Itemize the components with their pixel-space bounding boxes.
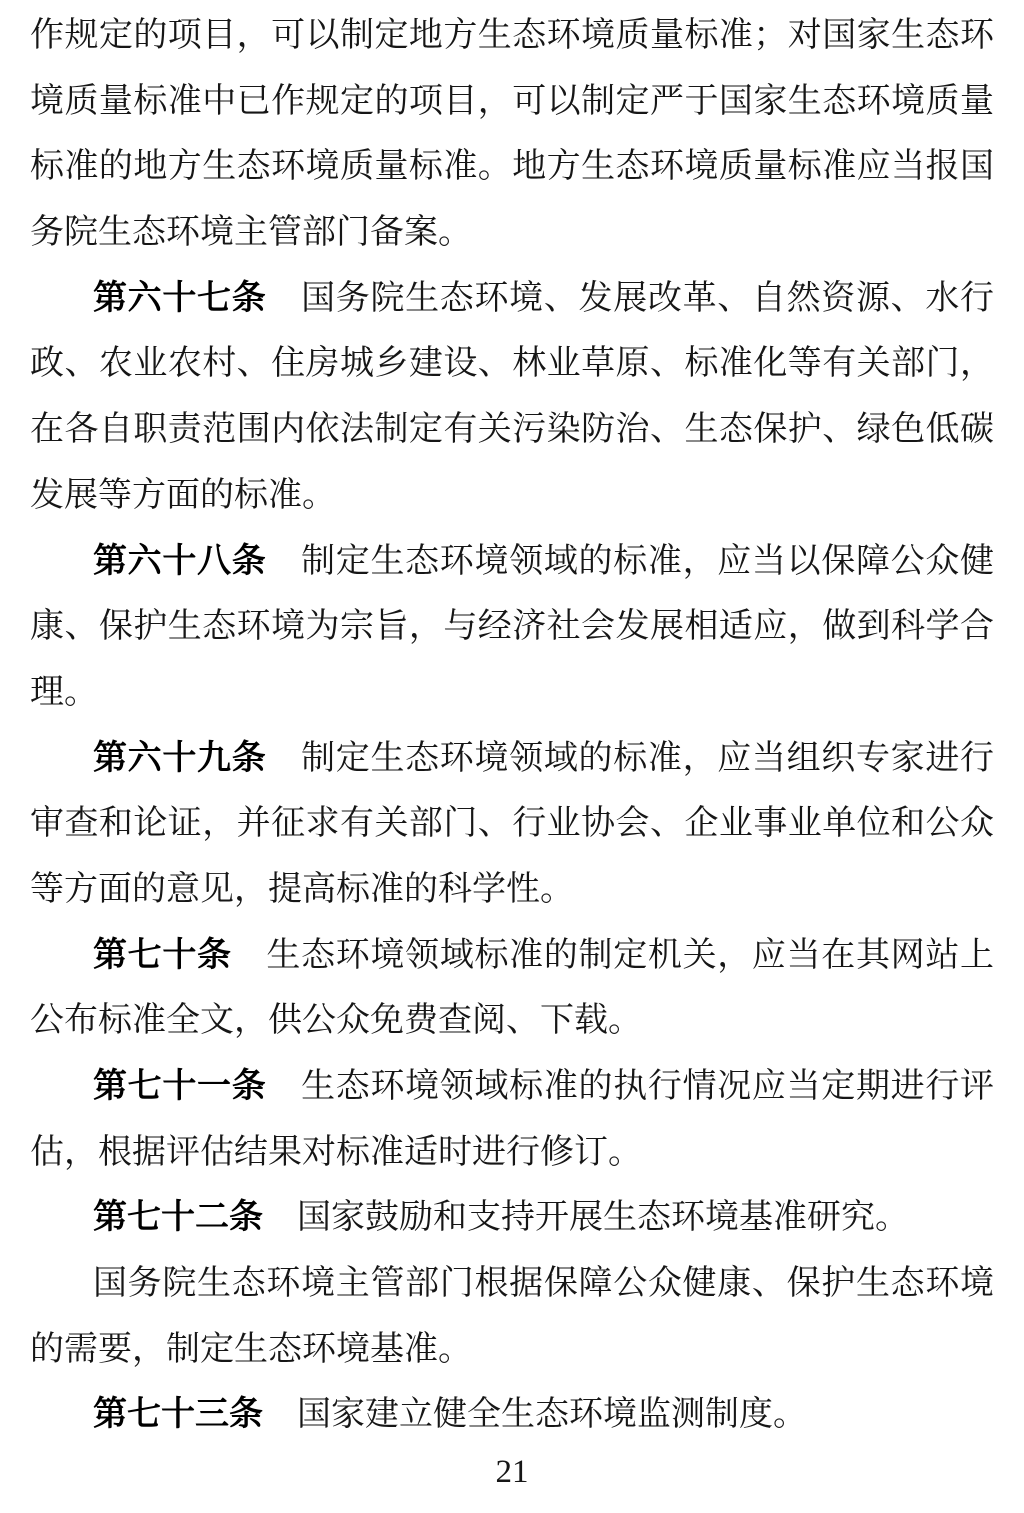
text-segment: 国家鼓励和支持开展生态环境基准研究。 (263, 1197, 909, 1238)
text-segment: 务院生态环境主管部门备案。 (30, 212, 472, 253)
text-segment: 公布标准全文，供公众免费查阅、下载。 (30, 1000, 642, 1041)
text-line (30, 463, 994, 529)
text-line (30, 1317, 994, 1383)
article-number: 第七十二条 (93, 1197, 263, 1238)
text-segment: 国家建立健全生态环境监测制度。 (263, 1394, 807, 1435)
article-number: 第七十条 (93, 934, 232, 975)
text-segment: 审查和论证，并征求有关部门、行业协会、企业事业单位和公众 (30, 803, 994, 844)
text-line (30, 3, 994, 69)
text-line (30, 266, 994, 332)
text-line (30, 1120, 994, 1186)
text-segment: 生态环境领域标准的制定机关，应当在其网站上 (231, 934, 994, 975)
article-number: 第七十三条 (93, 1394, 263, 1435)
text-line (30, 791, 994, 857)
text-segment: 国务院生态环境主管部门根据保障公众健康、保护生态环境 (93, 1263, 994, 1304)
text-line (30, 857, 994, 923)
text-segment: 政、农业农村、住房城乡建设、林业草原、标准化等有关部门， (30, 343, 994, 384)
text-segment: 作规定的项目，可以制定地方生态环境质量标准；对国家生态环 (30, 15, 994, 55)
text-segment: 估，根据评估结果对标准适时进行修订。 (30, 1131, 642, 1172)
text-line (30, 200, 994, 266)
text-line (30, 69, 994, 135)
document-body (30, 3, 994, 1448)
text-line (30, 660, 994, 726)
text-line (30, 1251, 994, 1317)
text-line (30, 397, 994, 463)
text-line (30, 594, 994, 660)
text-line (30, 988, 994, 1054)
text-line (30, 726, 994, 792)
text-line (30, 1054, 994, 1120)
text-segment: 国务院生态环境、发展改革、自然资源、水行 (266, 277, 994, 318)
text-segment: 等方面的意见，提高标准的科学性。 (30, 868, 574, 909)
article-number: 第六十八条 (93, 540, 267, 581)
text-line (30, 1185, 994, 1251)
text-segment: 理。 (30, 671, 98, 712)
page-number: 21 (495, 1454, 529, 1491)
text-line (30, 529, 994, 595)
article-number: 第六十七条 (93, 277, 267, 318)
text-segment: 生态环境领域标准的执行情况应当定期进行评 (266, 1066, 994, 1106)
text-segment: 制定生态环境领域的标准，应当组织专家进行 (266, 737, 994, 778)
text-segment: 在各自职责范围内依法制定有关污染防治、生态保护、绿色低碳 (30, 409, 994, 450)
text-segment: 的需要，制定生态环境基准。 (30, 1328, 472, 1369)
text-line (30, 134, 994, 200)
text-segment: 境质量标准中已作规定的项目，可以制定严于国家生态环境质量 (30, 80, 994, 121)
text-line (30, 331, 994, 397)
text-segment: 标准的地方生态环境质量标准。地方生态环境质量标准应当报国 (30, 146, 994, 187)
text-line (30, 1382, 994, 1448)
text-line (30, 923, 994, 989)
article-number: 第六十九条 (93, 737, 267, 778)
article-number: 第七十一条 (93, 1066, 267, 1106)
text-segment: 发展等方面的标准。 (30, 474, 336, 515)
text-segment: 康、保护生态环境为宗旨，与经济社会发展相适应，做到科学合 (30, 606, 994, 647)
text-segment: 制定生态环境领域的标准，应当以保障公众健 (266, 540, 994, 581)
